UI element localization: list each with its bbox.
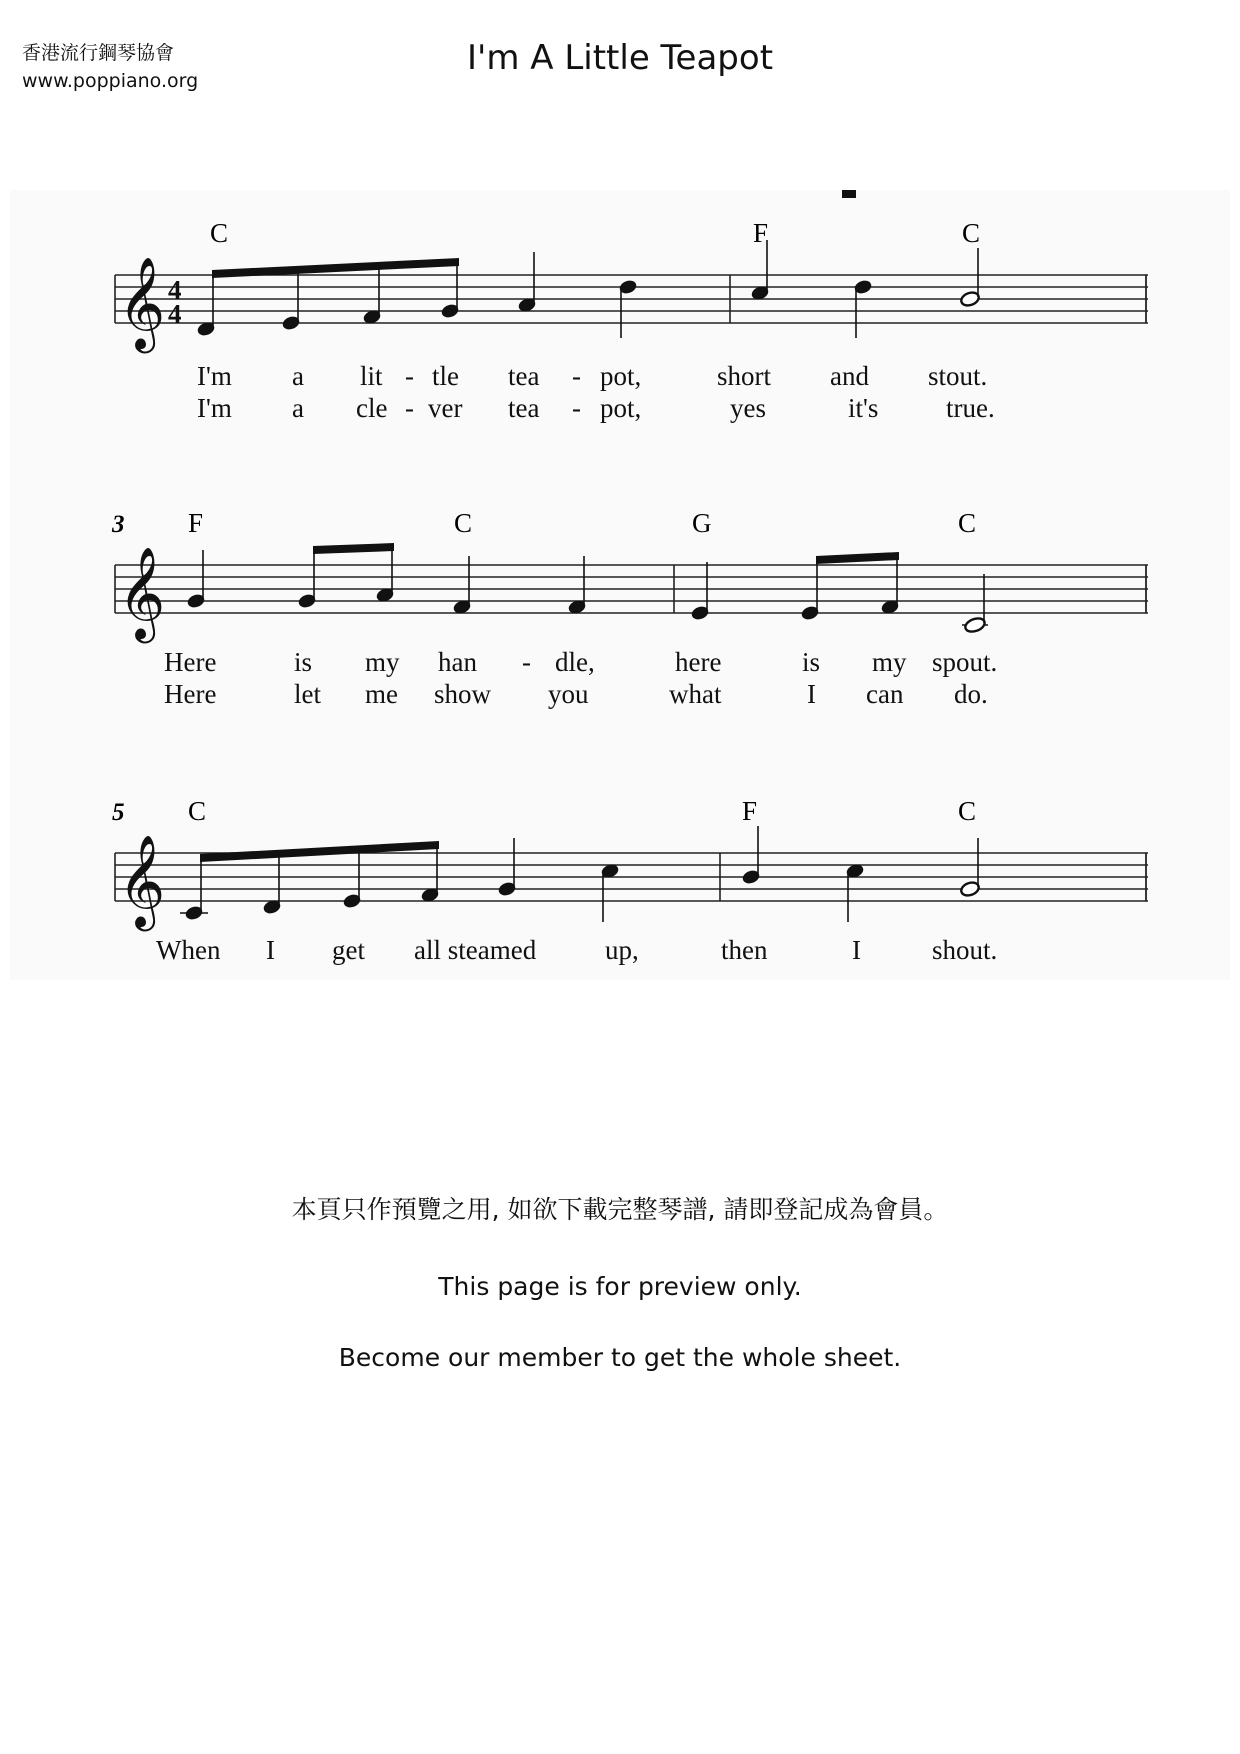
score-graphic [10, 190, 1230, 980]
lyrics-verse-1 [164, 647, 997, 677]
staff-lines-2 [115, 565, 1148, 613]
staff-lines-3 [115, 853, 1148, 901]
treble-clef-icon: 𝄞 [118, 260, 166, 348]
treble-clef-icon: 𝄞 [118, 550, 166, 638]
page-title: I'm A Little Teapot [466, 38, 774, 78]
svg-text:let: let [294, 679, 321, 709]
svg-text:dle,: dle, [555, 647, 595, 677]
svg-text:tea: tea [508, 393, 540, 423]
svg-text:-: - [405, 361, 414, 391]
notes-measure-5-6 [180, 826, 981, 922]
svg-text:pot,: pot, [600, 393, 642, 423]
svg-text:show: show [434, 679, 492, 709]
beam [313, 543, 394, 554]
treble-clef-icon: 𝄞 [118, 838, 166, 926]
svg-text:do.: do. [954, 679, 988, 709]
svg-text:tle: tle [432, 361, 459, 391]
lyrics-verse-1 [156, 935, 997, 965]
svg-text:short: short [717, 361, 771, 391]
beam [816, 552, 899, 564]
chord-symbol: C [958, 508, 977, 538]
preview-notice-line2: Become our member to get the whole sheet. [338, 1343, 902, 1372]
svg-text:all steamed: all steamed [414, 935, 537, 965]
chord-symbol: F [742, 796, 758, 826]
svg-text:cle: cle [356, 393, 388, 423]
svg-text:here: here [675, 647, 722, 677]
svg-text:stout.: stout. [928, 361, 988, 391]
svg-text:tea: tea [508, 361, 540, 391]
time-sig-top: 4 [168, 275, 182, 305]
svg-text:-: - [572, 361, 581, 391]
svg-text:I'm: I'm [197, 361, 232, 391]
crop-mark [842, 190, 856, 198]
chord-symbol: C [210, 218, 229, 248]
svg-text:pot,: pot, [600, 361, 642, 391]
svg-text:-: - [405, 393, 414, 423]
svg-text:lit: lit [360, 361, 383, 391]
svg-text:can: can [866, 679, 904, 709]
chord-symbol: C [188, 796, 207, 826]
lyrics-verse-2 [197, 393, 995, 423]
svg-text:get: get [332, 935, 365, 965]
svg-text:shout.: shout. [932, 935, 998, 965]
svg-text:my: my [365, 647, 400, 677]
preview-notice-line1: This page is for preview only. [438, 1272, 802, 1301]
svg-text:and: and [830, 361, 869, 391]
svg-text:what: what [669, 679, 722, 709]
chord-symbol: C [962, 218, 981, 248]
beam [200, 841, 439, 862]
svg-text:ver: ver [428, 393, 463, 423]
chord-symbol: C [958, 796, 977, 826]
svg-text:it's: it's [848, 393, 879, 423]
chord-symbol: F [188, 508, 204, 538]
svg-text:Here: Here [164, 647, 217, 677]
svg-text:I'm: I'm [197, 393, 232, 423]
preview-notice-chinese: 本頁只作預覽之用, 如欲下載完整琴譜, 請即登記成為會員。 [291, 1195, 949, 1224]
svg-text:you: you [548, 679, 589, 709]
lyrics-verse-1 [197, 361, 987, 391]
svg-text:me: me [365, 679, 398, 709]
svg-text:true.: true. [946, 393, 995, 423]
svg-text:my: my [872, 647, 907, 677]
svg-text:a: a [292, 393, 304, 423]
sheet-music [10, 190, 1230, 980]
svg-text:han: han [438, 647, 477, 677]
svg-text:spout.: spout. [932, 647, 998, 677]
svg-text:a: a [292, 361, 304, 391]
svg-text:-: - [522, 647, 531, 677]
svg-text:yes: yes [730, 393, 766, 423]
svg-text:is: is [802, 647, 821, 677]
system-2 [111, 508, 1148, 709]
site-name: 香港流行鋼琴協會 [22, 42, 175, 64]
chord-symbol: G [692, 508, 712, 538]
svg-text:When: When [156, 935, 221, 965]
measure-number: 3 [112, 511, 125, 538]
svg-text:I: I [266, 935, 275, 965]
lyrics-verse-2 [164, 679, 988, 709]
svg-text:up,: up, [605, 935, 639, 965]
svg-text:-: - [572, 393, 581, 423]
system-3 [112, 796, 1148, 965]
svg-text:I: I [807, 679, 816, 709]
system-1 [115, 218, 1148, 423]
measure-number: 5 [112, 799, 125, 826]
svg-text:is: is [294, 647, 313, 677]
svg-text:then: then [721, 935, 768, 965]
svg-text:Here: Here [164, 679, 217, 709]
chord-symbol: C [454, 508, 473, 538]
site-url[interactable]: www.poppiano.org [22, 70, 199, 92]
time-sig-bottom: 4 [168, 299, 182, 329]
svg-text:I: I [852, 935, 861, 965]
chord-symbol: F [753, 218, 769, 248]
